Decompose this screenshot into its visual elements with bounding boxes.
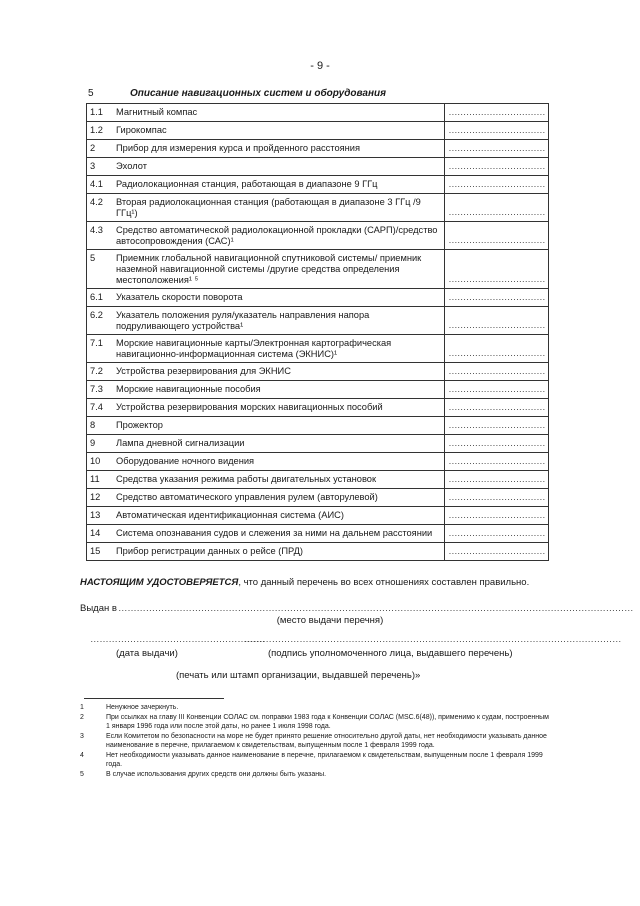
- item-name: Эхолот: [113, 158, 445, 176]
- footnote-mark: 2: [80, 714, 84, 721]
- item-name: Лампа дневной сигнализации: [113, 435, 445, 453]
- equipment-table: [86, 103, 549, 561]
- footnote: [80, 713, 550, 731]
- item-fill-field[interactable]: ……………………………: [445, 435, 549, 453]
- footnote-mark: 1: [80, 704, 84, 711]
- item-name: Вторая радиолокационная станция (работающая в диапазоне 3 ГГц /9 ГГц¹): [113, 194, 445, 222]
- item-name: Средства указания режима работы двигательных установок: [113, 471, 445, 489]
- footnote: [80, 751, 550, 769]
- item-name: Радиолокационная станция, работающая в диапазоне 9 ГГц: [113, 176, 445, 194]
- footnote-mark: 5: [80, 771, 84, 778]
- item-fill-field[interactable]: ……………………………: [445, 381, 549, 399]
- place-caption: (место выдачи перечня): [276, 615, 384, 626]
- item-fill-field[interactable]: ……………………………: [445, 525, 549, 543]
- equipment-row: [87, 122, 549, 140]
- item-name: Гирокомпас: [113, 122, 445, 140]
- item-number: 15: [87, 543, 114, 561]
- equipment-row: [87, 435, 549, 453]
- footnote: [80, 732, 550, 750]
- item-fill-field[interactable]: ……………………………: [445, 471, 549, 489]
- item-number: 10: [87, 453, 114, 471]
- equipment-row: [87, 140, 549, 158]
- item-number: 4.1: [87, 176, 114, 194]
- certification-statement: [80, 577, 529, 588]
- item-number: 8: [87, 417, 114, 435]
- item-fill-field[interactable]: ……………………………: [445, 335, 549, 363]
- item-number: 12: [87, 489, 114, 507]
- item-name: Средство автоматической радиолокационной прокладки (САРП)/средство автосопровождения (САС)¹: [113, 222, 445, 250]
- item-name: Система опознавания судов и слежения за ними на дальнем расстоянии: [113, 525, 445, 543]
- item-fill-field[interactable]: ……………………………: [445, 250, 549, 289]
- equipment-row: [87, 158, 549, 176]
- certify-bold: НАСТОЯЩИМ УДОСТОВЕРЯЕТСЯ: [80, 577, 239, 588]
- item-number: 9: [87, 435, 114, 453]
- item-number: 7.3: [87, 381, 114, 399]
- item-name: Указатель скорости поворота: [113, 289, 445, 307]
- item-name: Прибор регистрации данных о рейсе (ПРД): [113, 543, 445, 561]
- item-fill-field[interactable]: ……………………………: [445, 543, 549, 561]
- equipment-row: [87, 489, 549, 507]
- equipment-row: [87, 222, 549, 250]
- footnote: [80, 770, 550, 779]
- item-fill-field[interactable]: ……………………………: [445, 194, 549, 222]
- footnote-mark: 3: [80, 733, 84, 740]
- item-fill-field[interactable]: ……………………………: [445, 399, 549, 417]
- item-name: Прожектор: [113, 417, 445, 435]
- equipment-row: [87, 176, 549, 194]
- equipment-row: [87, 507, 549, 525]
- item-number: 7.2: [87, 363, 114, 381]
- item-fill-field[interactable]: ……………………………: [445, 222, 549, 250]
- item-number: 7.1: [87, 335, 114, 363]
- equipment-row: [87, 335, 549, 363]
- item-fill-field[interactable]: ……………………………: [445, 289, 549, 307]
- certify-text: , что данный перечень во всех отношениях составлен правильно.: [238, 577, 530, 588]
- item-fill-field[interactable]: ……………………………: [445, 122, 549, 140]
- item-number: 7.4: [87, 399, 114, 417]
- equipment-row: [87, 289, 549, 307]
- issued-place-field[interactable]: ……………………………………………………………………………………………………………………………………………………: [118, 603, 634, 614]
- footnote-text: При ссылках на главу III Конвенции СОЛАС см. поправки 1983 года к Конвенции СОЛАС (MSC.6(48)), применимо к судам, построенным 1 января 1996 года или после этой даты, но ранее 1 июля 1998 года.: [106, 714, 549, 730]
- footnote-text: Ненужное зачеркнуть.: [106, 704, 179, 711]
- equipment-row: [87, 399, 549, 417]
- equipment-row: [87, 471, 549, 489]
- item-fill-field[interactable]: ……………………………: [445, 363, 549, 381]
- equipment-row: [87, 453, 549, 471]
- equipment-row: [87, 543, 549, 561]
- item-fill-field[interactable]: ……………………………: [445, 417, 549, 435]
- issue-date-field[interactable]: …………………………………………………: [90, 634, 265, 645]
- item-name: Морские навигационные карты/Электронная картографическая навигационно-информационная система (ЭКНИС)¹: [113, 335, 445, 363]
- item-number: 4.3: [87, 222, 114, 250]
- equipment-row: [87, 381, 549, 399]
- stamp-caption: (печать или штамп организации, выдавшей перечень)»: [176, 670, 421, 681]
- item-name: Устройства резервирования для ЭКНИС: [113, 363, 445, 381]
- equipment-row: [87, 194, 549, 222]
- item-number: 5: [87, 250, 114, 289]
- equipment-row: [87, 307, 549, 335]
- item-fill-field[interactable]: ……………………………: [445, 307, 549, 335]
- issued-label: Выдан в: [80, 603, 117, 614]
- equipment-row: [87, 363, 549, 381]
- item-number: 2: [87, 140, 114, 158]
- section-title: Описание навигационных систем и оборудования: [130, 88, 386, 99]
- item-number: 13: [87, 507, 114, 525]
- item-fill-field[interactable]: ……………………………: [445, 158, 549, 176]
- item-name: Оборудование ночного видения: [113, 453, 445, 471]
- item-name: Морские навигационные пособия: [113, 381, 445, 399]
- footnote-divider: [84, 698, 224, 699]
- item-number: 3: [87, 158, 114, 176]
- item-fill-field[interactable]: ……………………………: [445, 489, 549, 507]
- item-name: Средство автоматического управления рулем (авторулевой): [113, 489, 445, 507]
- signature-field[interactable]: ……………………………………………………………………………………………………………: [244, 634, 622, 645]
- item-name: Магнитный компас: [113, 104, 445, 122]
- item-number: 1.1: [87, 104, 114, 122]
- item-name: Автоматическая идентификационная система (АИС): [113, 507, 445, 525]
- equipment-row: [87, 417, 549, 435]
- item-fill-field[interactable]: ……………………………: [445, 507, 549, 525]
- item-name: Прибор для измерения курса и пройденного расстояния: [113, 140, 445, 158]
- item-number: 6.1: [87, 289, 114, 307]
- signature-caption: (подпись уполномоченного лица, выдавшего перечень): [268, 648, 513, 659]
- equipment-row: [87, 525, 549, 543]
- equipment-row: [87, 250, 549, 289]
- item-number: 4.2: [87, 194, 114, 222]
- footnote-text: Нет необходимости указывать данное наименование в перечне, прилагаемом к свидетельствам, выпущенным после 1 февраля 1999 года.: [106, 752, 543, 768]
- item-number: 6.2: [87, 307, 114, 335]
- item-fill-field[interactable]: ……………………………: [445, 176, 549, 194]
- item-name: Устройства резервирования морских навигационных пособий: [113, 399, 445, 417]
- footnotes: [80, 703, 550, 780]
- item-fill-field[interactable]: ……………………………: [445, 453, 549, 471]
- item-number: 14: [87, 525, 114, 543]
- item-number: 1.2: [87, 122, 114, 140]
- footnote: [80, 703, 550, 712]
- item-name: Приемник глобальной навигационной спутниковой системы/ приемник наземной навигационной системы /другие средства определения местоположения¹ ⁵: [113, 250, 445, 289]
- page-number: - 9 -: [310, 60, 330, 72]
- section-number: 5: [88, 88, 94, 99]
- item-fill-field[interactable]: ……………………………: [445, 140, 549, 158]
- item-name: Указатель положения руля/указатель направления напора подруливающего устройства¹: [113, 307, 445, 335]
- equipment-row: [87, 104, 549, 122]
- item-fill-field[interactable]: ……………………………: [445, 104, 549, 122]
- date-caption: (дата выдачи): [116, 648, 178, 659]
- footnote-text: Если Комитетом по безопасности на море не будет принято решение относительно другой даты, нет необходимости указывать данное наименование в перечне, прилагаемом к свидетельствам, выпущенным после 1 февраля 1999 года.: [106, 733, 547, 749]
- item-number: 11: [87, 471, 114, 489]
- footnote-text: В случае использования других средств они должны быть указаны.: [106, 771, 327, 778]
- footnote-mark: 4: [80, 752, 84, 759]
